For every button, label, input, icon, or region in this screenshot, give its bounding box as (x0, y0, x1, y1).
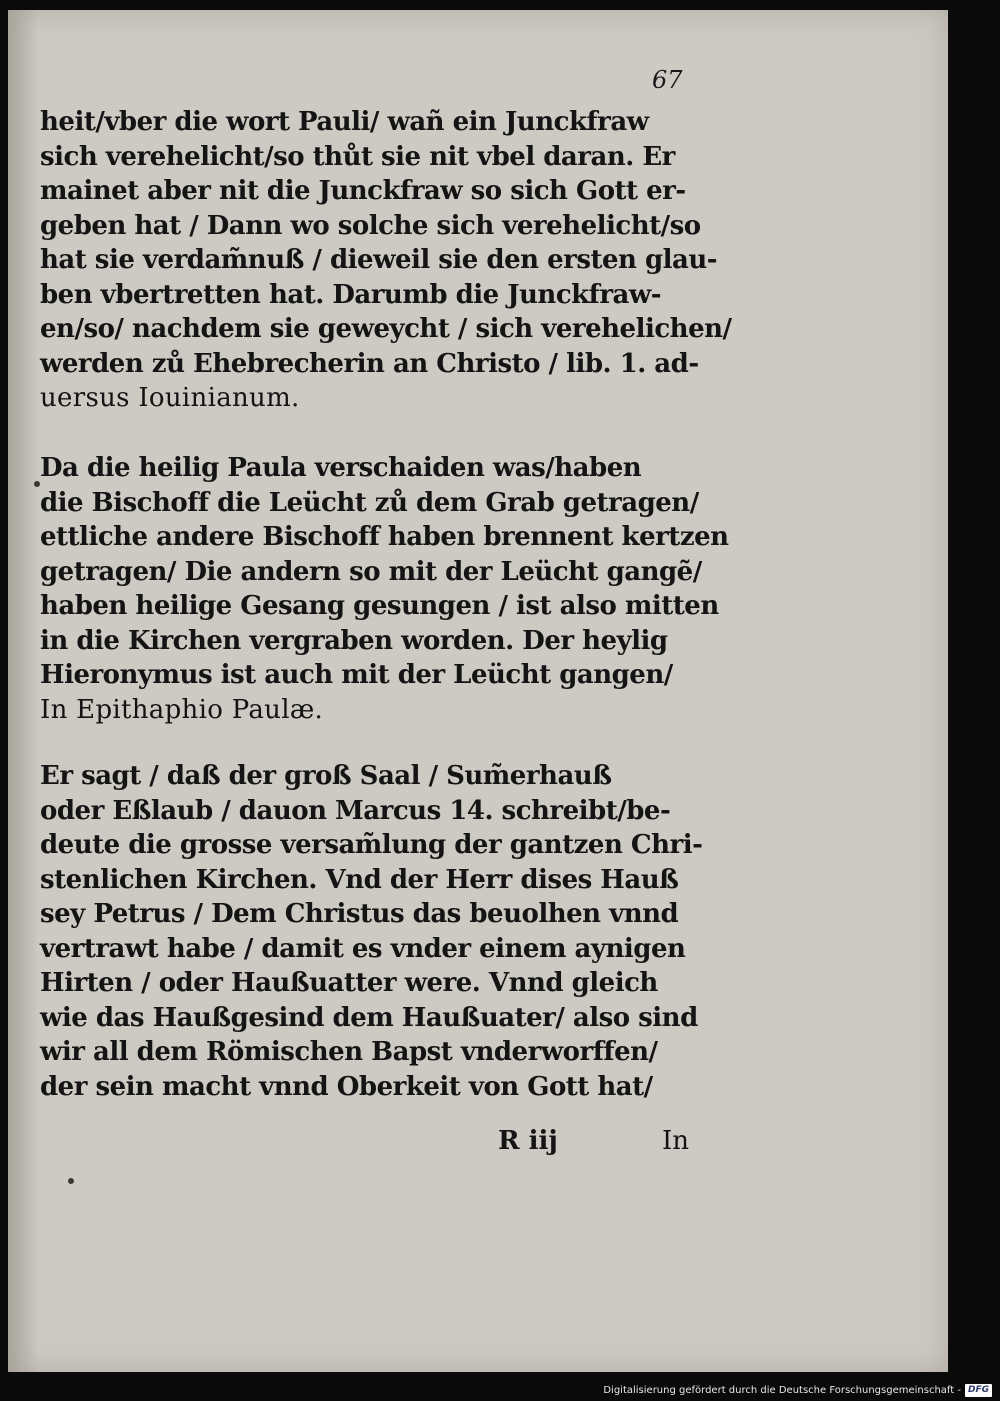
text-line: Hieronymus ist auch mit der Leücht gangen/ (40, 660, 673, 690)
text-line: wie das Haußgesind dem Haußuater/ also sind (40, 1002, 698, 1033)
text-line: ben vbertretten hat. Darumb die Junckfraw- (40, 279, 662, 310)
dfg-logo-icon: DFG (965, 1384, 992, 1397)
text-line: mainet aber nit die Junckfraw so sich Gott er- (40, 176, 686, 206)
text-line: stenlichen Kirchen. Vnd der Herr dises Hauß (40, 864, 679, 895)
text-line: geben hat / Dann wo solche sich verehelicht/so (40, 210, 701, 241)
catchword: In (662, 1126, 690, 1156)
text-line: sich verehelicht/so thůt sie nit vbel daran. Er (40, 141, 675, 172)
text-line: sey Petrus / Dem Christus das beuolhen vnnd (40, 899, 679, 929)
footer-credit (603, 1382, 992, 1398)
page-number: 67 (652, 66, 683, 94)
text-line: vertrawt habe / damit es vnder einem aynigen (40, 933, 686, 964)
text-line: haben heilige Gesang gesungen / ist also mitten (40, 591, 719, 621)
text-line: ettliche andere Bischoff haben brennent kertzen (40, 522, 729, 552)
text-line: heit/vber die wort Pauli/ wañ ein Junckfraw (40, 107, 649, 137)
text-line: getragen/ Die andern so mit der Leücht gangẽ/ (40, 556, 702, 587)
footer-text: Digitalisierung gefördert durch die Deutsche Forschungsgemeinschaft - (603, 1384, 961, 1396)
text-line: deute die grosse versam̃lung der gantzen Chri- (40, 830, 703, 860)
ink-spot (34, 481, 40, 487)
text-line: wir all dem Römischen Bapst vnderworffen/ (40, 1037, 658, 1067)
text-line: oder Eßlaub / dauon Marcus 14. schreibt/be- (40, 795, 671, 826)
page-gutter-shadow (8, 10, 38, 1372)
paragraph-2 (40, 451, 729, 727)
text-line: die Bischoff die Leücht zů dem Grab getragen/ (40, 487, 699, 518)
paragraph-1 (40, 105, 732, 416)
text-line: in die Kirchen vergraben worden. Der heylig (40, 625, 668, 656)
text-line: hat sie verdam̃nuß / dieweil sie den ersten glau- (40, 245, 718, 275)
text-line: Da die heilig Paula verschaiden was/haben (40, 453, 642, 483)
text-line: en/so/ nachdem sie geweycht / sich verehelichen/ (40, 314, 732, 344)
ink-spot (68, 1178, 74, 1184)
text-line: werden zů Ehebrecherin an Christo / lib. 1. ad- (40, 348, 699, 379)
citation-line: In Epithaphio Paulæ. (40, 694, 324, 725)
text-line: Er sagt / daß der groß Saal / Sum̃erhauß (40, 761, 612, 791)
signature-mark: R iij (498, 1126, 558, 1156)
paragraph-3 (40, 759, 703, 1104)
text-line: der sein macht vnnd Oberkeit von Gott hat/ (40, 1071, 653, 1102)
text-line: Hirten / oder Haußuatter were. Vnnd gleich (40, 968, 658, 998)
citation-line: uersus Iouinianum. (40, 383, 300, 413)
